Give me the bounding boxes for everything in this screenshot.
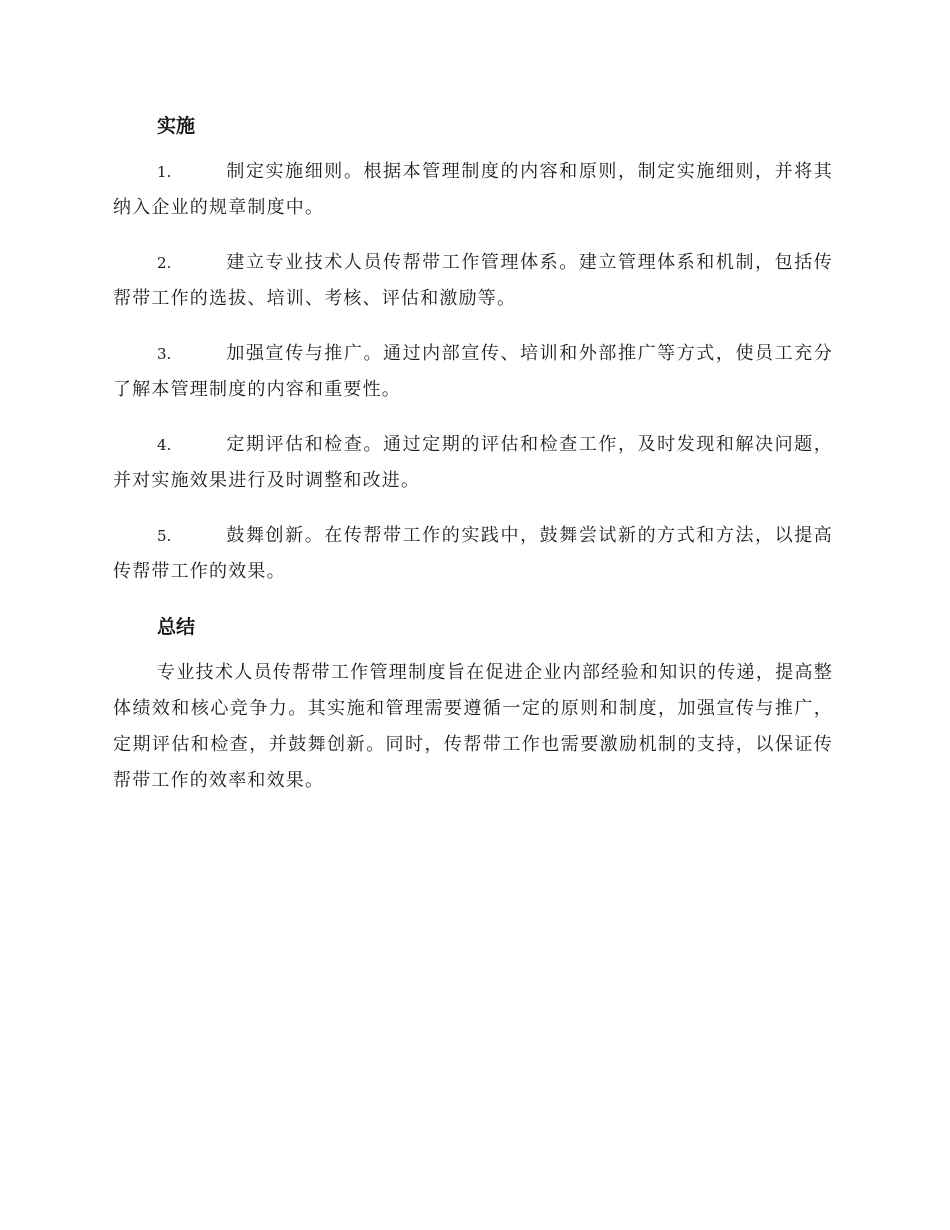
list-item	[113, 518, 833, 590]
list-item	[113, 427, 833, 499]
list-item-text: 加强宣传与推广。通过内部宣传、培训和外部推广等方式，使员工充分了解本管理制度的内容和重要性。	[113, 343, 833, 400]
section-heading-summary: 总结	[157, 616, 196, 638]
summary-paragraph: 专业技术人员传帮带工作管理制度旨在促进企业内部经验和知识的传递，提高整体绩效和核心竞争力。其实施和管理需要遵循一定的原则和制度，加强宣传与推广，定期评估和检查，并鼓舞创新。同时，传帮带工作也需要激励机制的支持，以保证传帮带工作的效率和效果。	[113, 662, 833, 791]
list-item-number: 3.	[157, 345, 172, 363]
list-item-number: 4.	[157, 436, 172, 454]
list-item	[113, 336, 833, 408]
list-item-number: 2.	[157, 254, 172, 272]
list-item-number: 1.	[157, 163, 172, 181]
list-item	[113, 245, 833, 317]
list-item-text: 定期评估和检查。通过定期的评估和检查工作，及时发现和解决问题，并对实施效果进行及时调整和改进。	[113, 434, 833, 491]
document-page	[113, 108, 833, 799]
list-item-text: 鼓舞创新。在传帮带工作的实践中，鼓舞尝试新的方式和方法，以提高传帮带工作的效果。	[113, 525, 833, 582]
list-item-text: 建立专业技术人员传帮带工作管理体系。建立管理体系和机制，包括传帮带工作的选拔、培训、考核、评估和激励等。	[113, 252, 833, 309]
section-heading-implementation: 实施	[157, 115, 196, 137]
list-item-text: 制定实施细则。根据本管理制度的内容和原则，制定实施细则，并将其纳入企业的规章制度中。	[113, 161, 833, 218]
list-item	[113, 154, 833, 226]
list-item-number: 5.	[157, 527, 172, 545]
